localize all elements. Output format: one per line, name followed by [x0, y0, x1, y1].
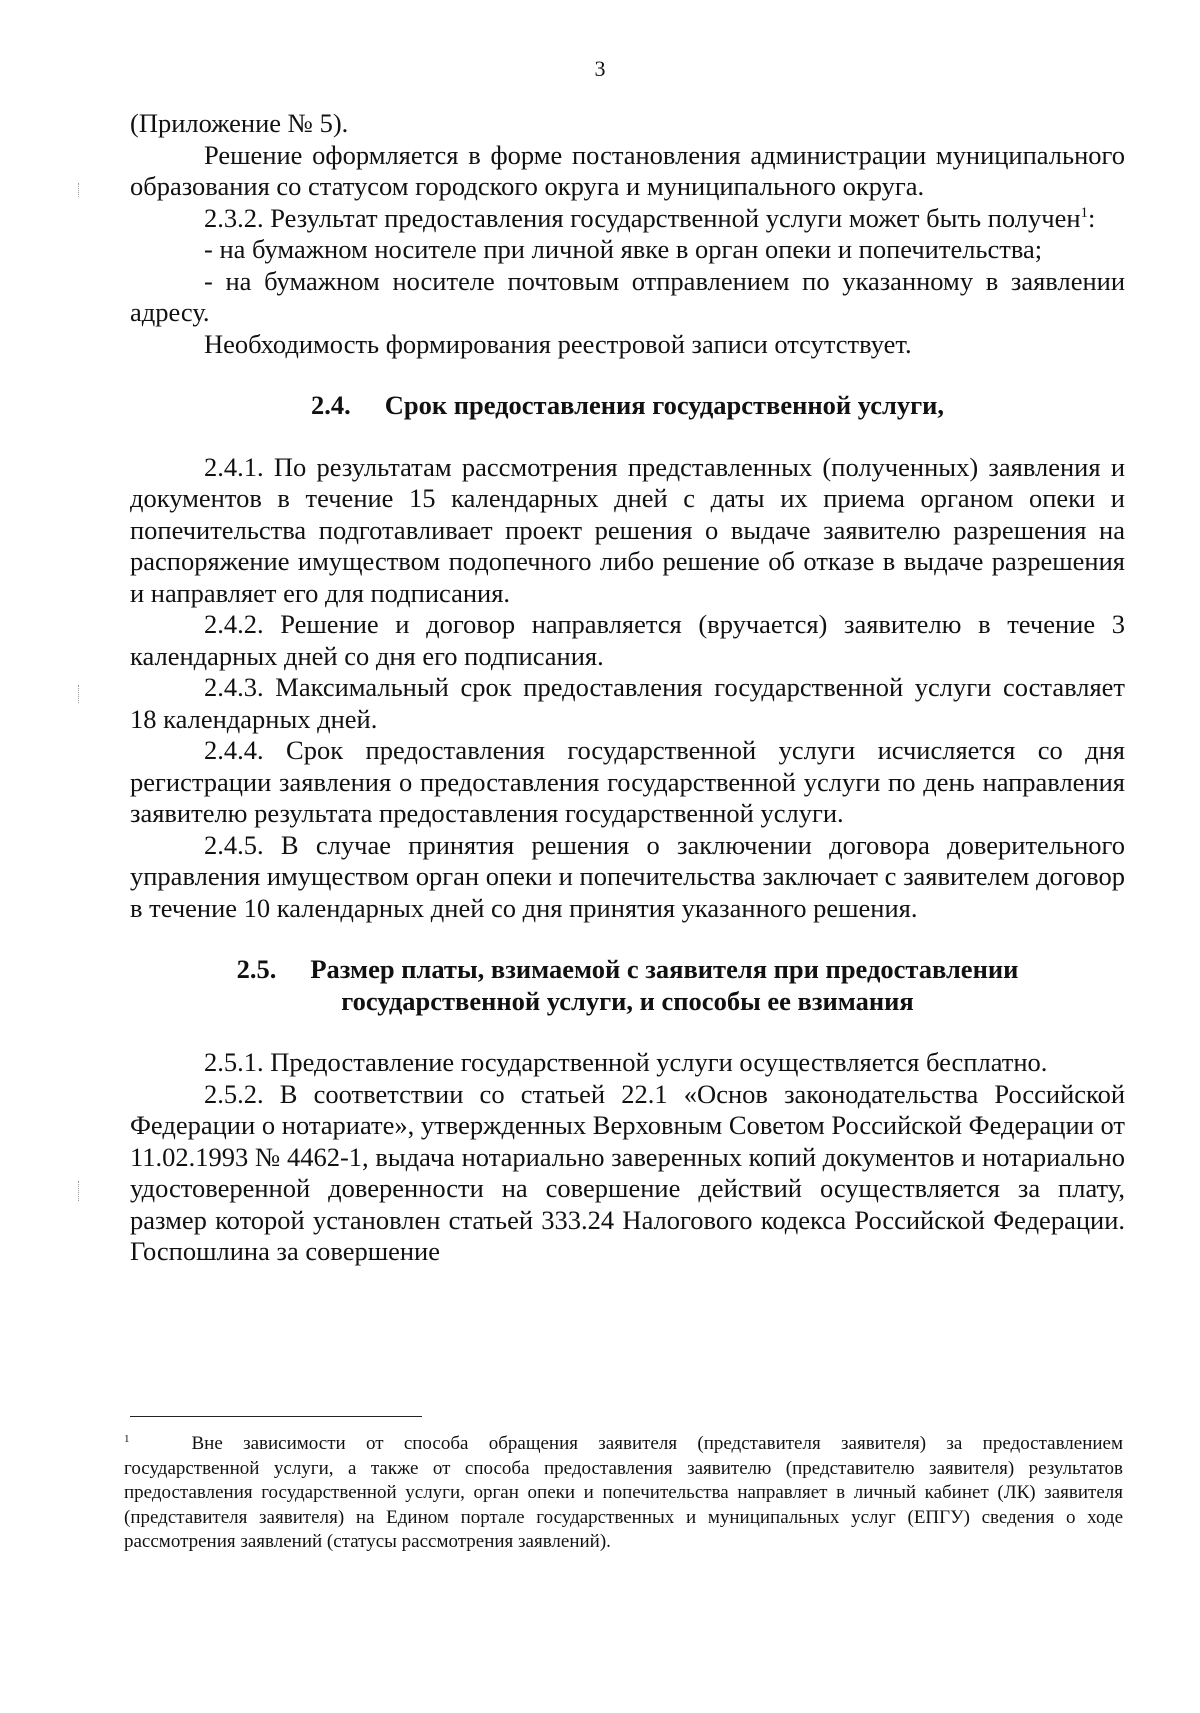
footnote-mark: 1: [124, 1432, 130, 1445]
paragraph-2-5-2: 2.5.2. В соответствии со статьей 22.1 «Основ законодательства Российской Федерации о нотариате», утвержденных Верховным Советом Российской Федерации от 11.02.1993 № 4462-1, выдача нотариально заверенных копий документов и нотариально удостоверенной доверенности на совершение действий осуществляется за плату, размер которой установлен статьей 333.24 Налогового кодекса Российской Федерации. Госпошлина за совершение: [130, 1078, 1125, 1266]
margin-scan-mark: [78, 685, 79, 703]
paragraph-2-4-4: 2.4.4. Срок предоставления государственной услуги исчисляется со дня регистрации заявления о предоставления государственной услуги по день направления заявителю результата предоставления государственной услуги.: [130, 735, 1125, 828]
section-title: Срок предоставления государственной услуги,: [384, 390, 945, 420]
footnote-reference: 1: [1080, 204, 1089, 221]
paragraph-2-4-5: 2.4.5. В случае принятия решения о заключении договора доверительного управления имуществом орган опеки и попечительства заключает с заявителем договор в течение 10 календарных дней со дня принятия указанного решения.: [130, 829, 1125, 923]
paragraph-2-4-2: 2.4.2. Решение и договор направляется (вручается) заявителю в течение 3 календарных дней со дня его подписания.: [130, 609, 1125, 671]
margin-scan-mark: [78, 1181, 79, 1201]
section-number: 2.5.: [236, 954, 277, 984]
paragraph-2-3-2-end: :: [1088, 202, 1096, 233]
section-title-line-1: Размер платы, взимаемой с заявителя при предоставлении: [310, 954, 1019, 984]
paragraph-decision-form: Решение оформляется в форме постановления администрации муниципального образования со статусом городского округа и муниципального округа.: [130, 139, 1125, 201]
section-heading-2-4: [130, 390, 1125, 422]
footnote-separator: [130, 1416, 422, 1417]
section-heading-2-5: [130, 954, 1125, 1017]
footnote: [124, 1432, 1123, 1555]
paragraph-2-4-1: 2.4.1. По результатам рассмотрения представленных (полученных) заявления и документов в течение 15 календарных дней с даты их приема органом опеки и попечительства подготавливает проект решения о выдаче заявителю разрешения на распоряжение имуществом подопечного либо решение об отказе в выдаче разрешения и направляет его для подписания.: [130, 451, 1125, 608]
paragraph-registry-record: Необходимость формирования реестровой записи отсутствует.: [204, 328, 912, 359]
paragraph-2-5-1: 2.5.1. Предоставление государственной услуги осуществляется бесплатно.: [204, 1047, 1048, 1077]
footnote-text: Вне зависимости от способа обращения заявителя (представителя заявителя) за предоставлением государственной услуги, а также от способа предоставления заявителю (представителю заявителя) результатов предоставления государственной услуги, орган опеки и попечительства направляет в личный кабинет (ЛК) заявителя (представителя заявителя) на Едином портале государственных и муниципальных услуг (ЕПГУ) сведения о ходе рассмотрения заявлений (статусы рассмотрения заявлений).: [124, 1433, 1123, 1552]
main-text: [130, 108, 1125, 1268]
page-number: 3: [594, 56, 606, 81]
paragraph-appendix-ref: (Приложение № 5).: [130, 108, 349, 138]
list-item-personal-visit: - на бумажном носителе при личной явке в орган опеки и попечительства;: [204, 234, 1043, 264]
margin-scan-mark: [78, 183, 79, 197]
paragraph-2-3-2-text: 2.3.2. Результат предоставления государственной услуги может быть получен: [204, 202, 1081, 233]
list-item-postal: - на бумажном носителе почтовым отправлением по указанному в заявлении адресу.: [130, 265, 1125, 327]
section-number: 2.4.: [310, 390, 351, 420]
section-title-line-2: государственной услуги, и способы ее взимания: [341, 985, 914, 1016]
paragraph-2-3-2: [130, 203, 1125, 235]
paragraph-2-4-3: 2.4.3. Максимальный срок предоставления государственной услуги составляет 18 календарных дней.: [130, 672, 1125, 734]
